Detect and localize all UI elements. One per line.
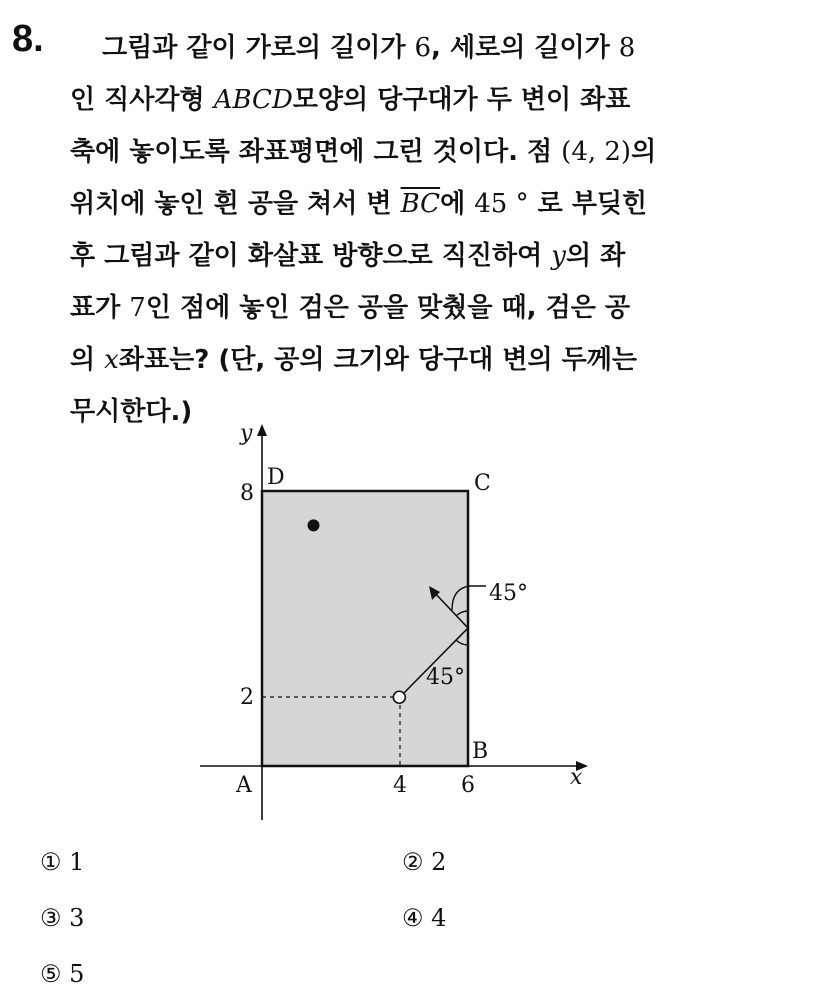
question-text-fragment: (4, 2) bbox=[561, 137, 632, 167]
white-ball bbox=[393, 691, 405, 703]
tick-label-y2: 2 bbox=[240, 685, 254, 710]
choice-2[interactable]: ② 2 bbox=[402, 848, 447, 876]
question-text-fragment: 의 bbox=[70, 345, 105, 375]
question-text-fragment: 45 ° bbox=[474, 189, 529, 219]
question-text-fragment: 인 직사각형 bbox=[70, 85, 214, 115]
question-line bbox=[70, 282, 770, 334]
question-number: 8. bbox=[12, 18, 44, 60]
question-text-fragment: 의 좌 bbox=[566, 241, 626, 271]
question-text-fragment: y bbox=[551, 241, 566, 271]
question-line bbox=[70, 230, 770, 282]
corner-label-c: C bbox=[474, 471, 491, 496]
question-line bbox=[70, 126, 770, 178]
x-axis-label: x bbox=[570, 765, 583, 790]
billiard-figure bbox=[0, 400, 815, 840]
question-text-fragment: 6 bbox=[414, 33, 432, 63]
tick-label-y8: 8 bbox=[240, 481, 254, 506]
question-text-fragment: ABCD bbox=[213, 85, 293, 115]
corner-label-a: A bbox=[236, 773, 252, 798]
y-axis-label: y bbox=[240, 421, 253, 446]
angle-label-lower: 45° bbox=[426, 665, 465, 690]
corner-label-b: B bbox=[472, 739, 489, 764]
question-line bbox=[70, 74, 770, 126]
question-text-fragment: 표가 bbox=[70, 293, 130, 323]
question-text-fragment: 좌표는? (단, 공의 크기와 당구대 변의 두께는 bbox=[118, 345, 637, 375]
choice-5[interactable]: ⑤ 5 bbox=[40, 960, 85, 988]
question-text-fragment: $\overline{BC}$ bbox=[400, 189, 441, 219]
question-text-fragment: 의 bbox=[631, 137, 657, 167]
question-line bbox=[70, 334, 770, 386]
question-text-fragment: 위치에 놓인 흰 공을 쳐서 변 bbox=[70, 189, 401, 219]
question-text-fragment: 축에 놓이도록 좌표평면에 그린 것이다. 점 bbox=[70, 137, 562, 167]
question-text-fragment: , 세로의 길이가 bbox=[431, 33, 619, 63]
question-text-fragment: 후 그림과 같이 화살표 방향으로 직진하여 bbox=[70, 241, 552, 271]
question-text-fragment: 그림과 같이 가로의 길이가 bbox=[102, 33, 415, 63]
question-text-fragment: 에 bbox=[440, 189, 475, 219]
y-axis-arrow bbox=[257, 424, 267, 436]
question-line bbox=[70, 178, 770, 230]
choice-4[interactable]: ④ 4 bbox=[402, 904, 447, 932]
tick-label-x6: 6 bbox=[461, 773, 475, 798]
question-text-fragment: 모양의 당구대가 두 변이 좌표 bbox=[292, 85, 631, 115]
question-text-fragment: 7 bbox=[129, 293, 146, 323]
tick-label-x4: 4 bbox=[393, 773, 407, 798]
billiard-table bbox=[262, 491, 468, 766]
question-text-fragment: 인 점에 놓인 검은 공을 맞췄을 때, 검은 공 bbox=[145, 293, 630, 323]
question-text-fragment: x bbox=[104, 345, 119, 375]
black-ball bbox=[308, 519, 320, 531]
choice-3[interactable]: ③ 3 bbox=[40, 904, 85, 932]
corner-label-d: D bbox=[267, 465, 285, 490]
question-text-fragment: 무시한다.) bbox=[70, 397, 193, 427]
question-text-fragment: 8 bbox=[618, 33, 636, 63]
question-text bbox=[70, 22, 770, 438]
question-text-fragment: 로 부딪힌 bbox=[528, 189, 648, 219]
choice-1[interactable]: ① 1 bbox=[40, 848, 85, 876]
angle-label-upper: 45° bbox=[489, 581, 528, 606]
question-line bbox=[70, 22, 770, 74]
